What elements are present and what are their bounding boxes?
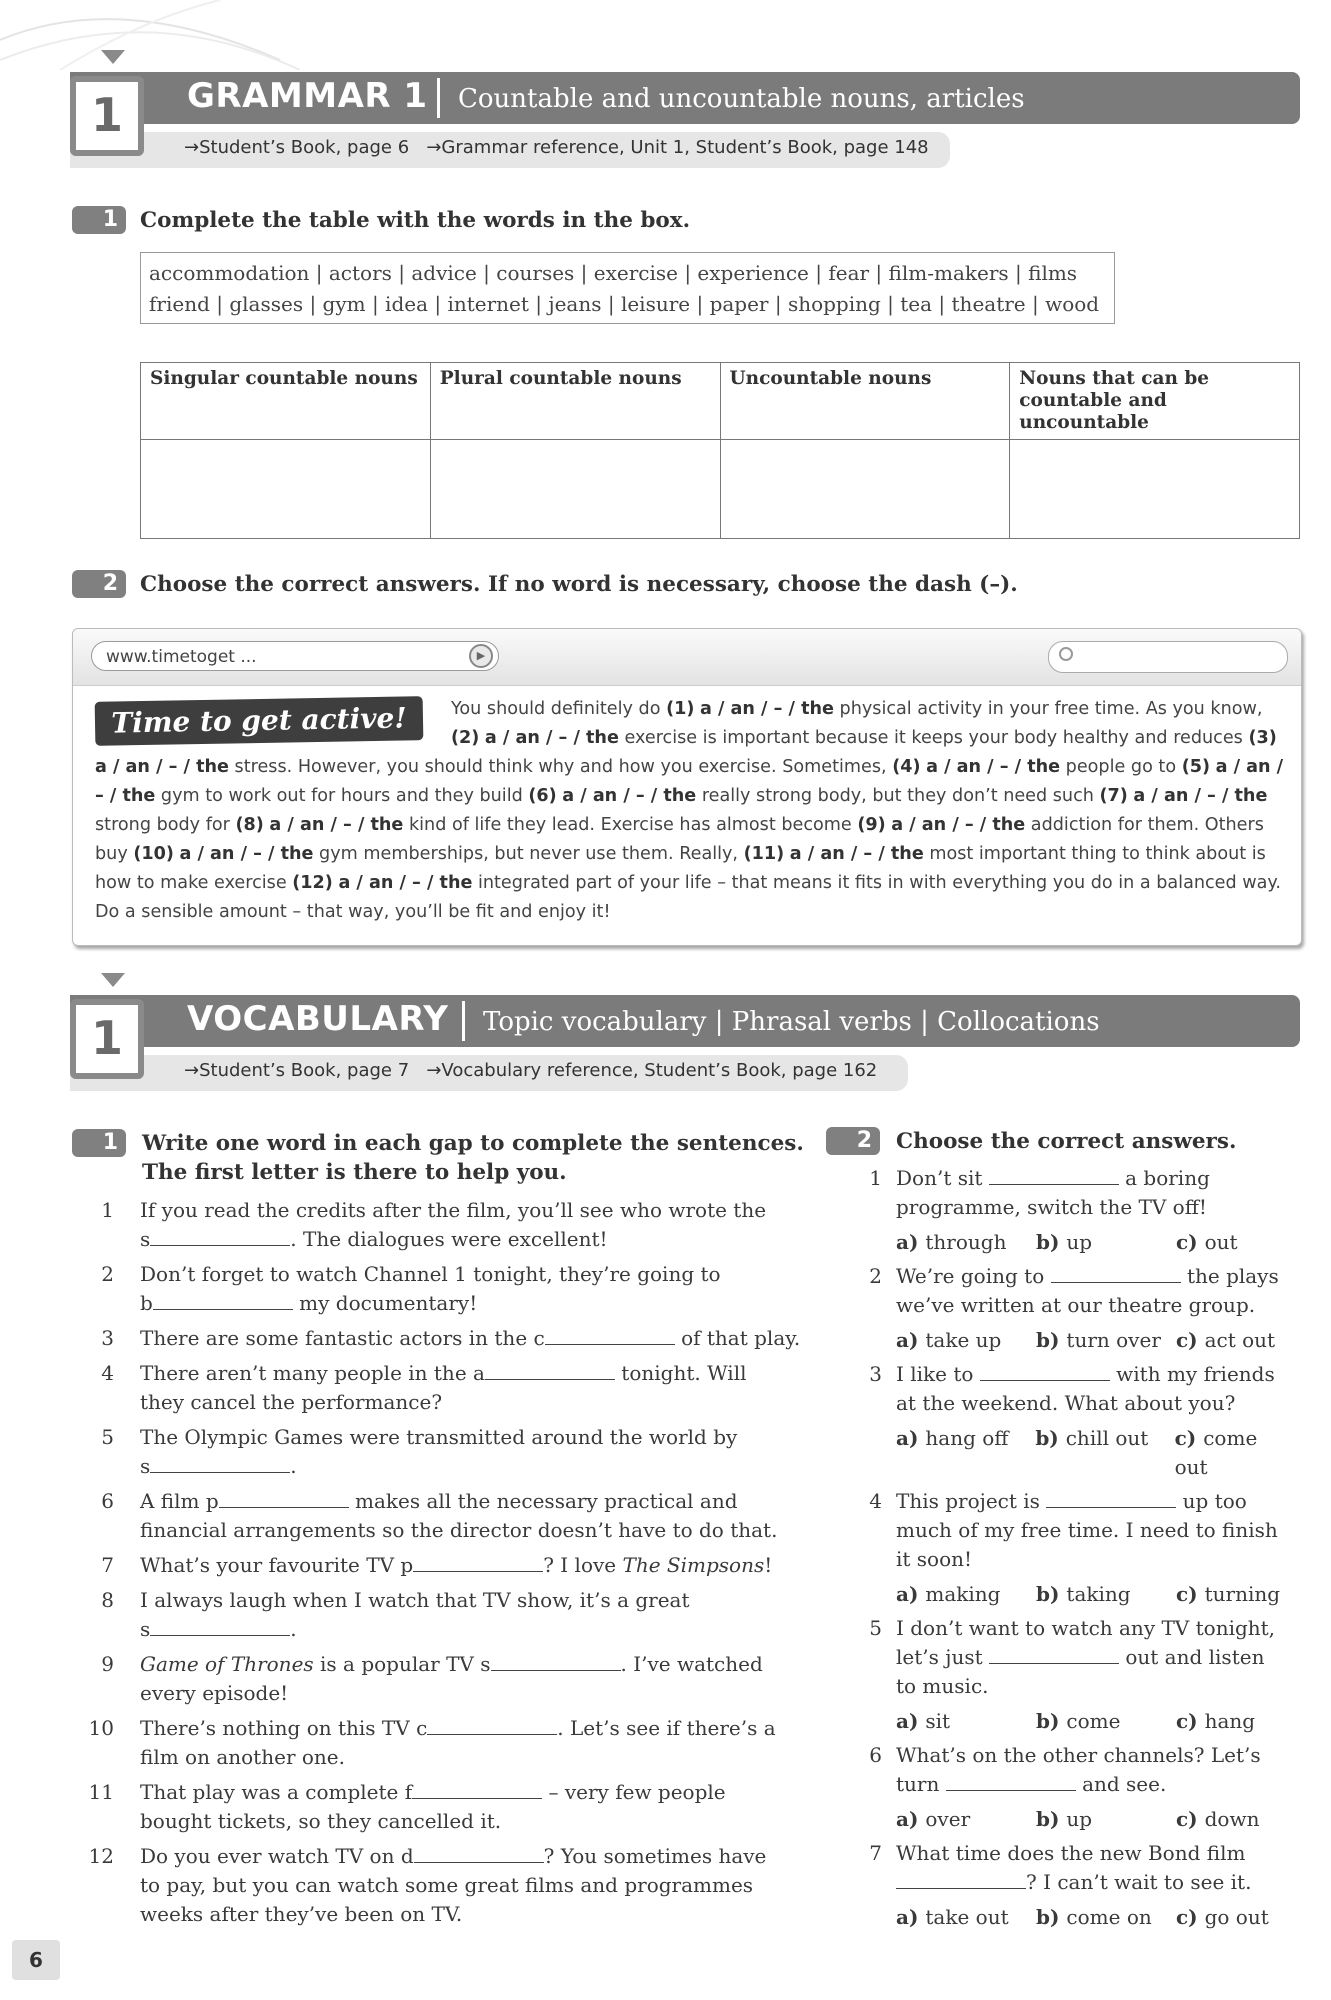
sentence-text: There’s nothing on this TV c xyxy=(140,1716,428,1740)
option-text: take up xyxy=(925,1328,1002,1352)
article-text-run: kind of life they lead. Exercise has almost become xyxy=(403,815,858,835)
option-text: over xyxy=(925,1807,971,1831)
option-text: up xyxy=(1066,1807,1093,1831)
answer-options xyxy=(896,1424,1296,1482)
option-letter: c) xyxy=(1176,1230,1205,1254)
list-item xyxy=(856,1164,1296,1257)
answer-option[interactable] xyxy=(1176,1228,1238,1257)
gap-number: (8) xyxy=(235,815,264,835)
sentence-text: a boring xyxy=(1118,1166,1210,1190)
item-number: 10 xyxy=(88,1716,114,1740)
answer-option[interactable] xyxy=(1176,1326,1275,1355)
answer-gap[interactable] xyxy=(412,1778,542,1799)
article-text-run: people go to xyxy=(1060,757,1182,777)
sentence-text: s xyxy=(140,1617,151,1641)
instruction-line: Write one word in each gap to complete the sentences. xyxy=(142,1131,804,1156)
vocabulary-unit-number: 1 xyxy=(70,999,144,1079)
answer-option[interactable] xyxy=(1036,1707,1176,1736)
item-number: 7 xyxy=(869,1841,882,1865)
sentence-text: with my friends xyxy=(1109,1362,1275,1386)
sentence-text: out and listen xyxy=(1119,1645,1265,1669)
exercise-number-badge: 1 xyxy=(72,206,126,234)
answer-choice[interactable]: a / an / – / the xyxy=(338,873,473,893)
answer-option[interactable] xyxy=(1035,1424,1174,1482)
option-text: come on xyxy=(1066,1905,1152,1929)
list-item xyxy=(856,1614,1296,1736)
exercise-number-badge: 1 xyxy=(72,1129,126,1157)
answer-choice[interactable]: a / an / – / the xyxy=(95,757,229,777)
answer-gap[interactable] xyxy=(491,1650,621,1671)
arrow-right-icon: → xyxy=(184,137,200,158)
sentence-text: ? I love xyxy=(543,1553,623,1577)
list-item xyxy=(90,1359,830,1417)
item-number: 8 xyxy=(101,1588,114,1612)
item-number: 6 xyxy=(101,1489,114,1513)
answer-gap[interactable] xyxy=(427,1714,557,1735)
exercise-instruction: Choose the correct answers. xyxy=(896,1129,1237,1154)
noun-table xyxy=(140,362,1300,539)
answer-gap[interactable] xyxy=(989,1164,1119,1185)
option-letter: c) xyxy=(1176,1709,1205,1733)
italic-title: Game of Thrones xyxy=(140,1652,314,1676)
sentence-text: of that play. xyxy=(674,1326,801,1350)
answer-option[interactable] xyxy=(896,1805,1036,1834)
grammar-ref-students-book[interactable]: Student’s Book, page 6 xyxy=(199,137,410,158)
answer-option[interactable] xyxy=(1036,1805,1176,1834)
sentence-text: and see. xyxy=(1075,1772,1167,1796)
option-letter: a) xyxy=(896,1328,926,1352)
noun-table-header xyxy=(141,363,1300,440)
item-number: 11 xyxy=(88,1780,114,1804)
answer-option[interactable] xyxy=(1036,1228,1176,1257)
banner-divider xyxy=(462,1001,465,1041)
answer-gap[interactable] xyxy=(150,1225,290,1246)
answer-options xyxy=(896,1228,1296,1257)
answer-gap[interactable] xyxy=(150,1615,290,1636)
section-marker-triangle xyxy=(101,973,125,987)
option-text: act out xyxy=(1204,1328,1276,1352)
gap-number: (1) xyxy=(666,699,695,719)
item-number: 5 xyxy=(101,1425,114,1449)
sentence-text: If you read the credits after the film, you’ll see who wrote the xyxy=(140,1198,767,1222)
sentence-text: . I’ve watched xyxy=(620,1652,763,1676)
answer-options xyxy=(896,1326,1296,1355)
option-text: turning xyxy=(1204,1582,1281,1606)
list-item xyxy=(856,1360,1296,1482)
sentence-text: I like to xyxy=(896,1362,980,1386)
option-letter: c) xyxy=(1176,1807,1205,1831)
sentence-text: s xyxy=(140,1227,151,1251)
table-header: Uncountable nouns xyxy=(720,363,1010,440)
answer-choice[interactable]: a / an / – / the xyxy=(699,699,834,719)
answer-choice[interactable]: a / an / – / the xyxy=(789,844,924,864)
noun-table-answer-row xyxy=(141,440,1300,539)
gap-number: (2) xyxy=(451,728,480,748)
table-header: Nouns that can be countable and uncountable xyxy=(1010,363,1300,440)
list-item xyxy=(856,1262,1296,1355)
sentence-text: is a popular TV s xyxy=(313,1652,491,1676)
list-item xyxy=(90,1586,830,1644)
option-letter: b) xyxy=(1035,1426,1066,1450)
sentence-text: . The dialogues were excellent! xyxy=(290,1227,608,1251)
page-number: 6 xyxy=(12,1940,60,1980)
sentence-text: . xyxy=(290,1454,297,1478)
grammar-ref-grammar-reference[interactable]: Grammar reference, Unit 1, Student’s Book, page 148 xyxy=(441,137,929,158)
answer-option[interactable] xyxy=(1176,1903,1269,1932)
sentence-text: much of my free time. I need to finish xyxy=(896,1518,1278,1542)
answer-option[interactable] xyxy=(1176,1805,1259,1834)
list-item xyxy=(90,1650,830,1708)
article-text-run: addiction for them. Others buy xyxy=(95,815,1264,864)
sentence-text: I don’t want to watch any TV tonight, xyxy=(896,1616,1276,1640)
address-bar[interactable]: www.timetoget ... xyxy=(91,641,499,671)
table-header: Singular countable nouns xyxy=(141,363,431,440)
answer-option[interactable] xyxy=(1036,1326,1176,1355)
item-number: 7 xyxy=(101,1553,114,1577)
answer-option[interactable] xyxy=(1175,1424,1296,1482)
sentence-text: What’s on the other channels? Let’s xyxy=(896,1743,1261,1767)
sentence-text: let’s just xyxy=(896,1645,989,1669)
list-item xyxy=(90,1324,830,1353)
option-text: take out xyxy=(925,1905,1009,1929)
answer-option[interactable] xyxy=(1036,1903,1176,1932)
answer-choice[interactable]: a / an / – / the xyxy=(562,786,697,806)
word-box-line: accommodation | actors | advice | courses | exercise | experience | fear | film-makers | films xyxy=(149,261,1078,285)
sentence-text: This project is xyxy=(896,1489,1047,1513)
word-box-line: friend | glasses | gym | idea | internet | jeans | leisure | paper | shopping | tea | theatre | wood xyxy=(149,292,1100,316)
sentence-text: we’ve written at our theatre group. xyxy=(896,1293,1256,1317)
vocabulary-topic: Topic vocabulary | Phrasal verbs | Collocations xyxy=(483,1007,1100,1037)
article-text-run: You should definitely do xyxy=(451,699,667,719)
answer-cell[interactable] xyxy=(1010,440,1300,539)
list-item xyxy=(90,1551,830,1580)
vocab-exercise-1-list xyxy=(90,1196,830,1935)
answer-option[interactable] xyxy=(896,1903,1036,1932)
sentence-text: What’s your favourite TV p xyxy=(140,1553,414,1577)
list-item xyxy=(90,1778,830,1836)
option-text: out xyxy=(1204,1230,1238,1254)
sentence-text: There aren’t many people in the a xyxy=(140,1361,485,1385)
article-text-run: physical activity in your free time. As you know, xyxy=(833,699,1263,719)
option-letter: b) xyxy=(1036,1709,1067,1733)
list-item xyxy=(856,1487,1296,1609)
gap-number: (7) xyxy=(1099,786,1128,806)
option-letter: b) xyxy=(1036,1230,1067,1254)
list-item xyxy=(90,1714,830,1772)
sentence-text: We’re going to xyxy=(896,1264,1051,1288)
sentence-text: the plays xyxy=(1180,1264,1279,1288)
article-text-run: strong body for xyxy=(95,815,236,835)
item-number: 2 xyxy=(869,1264,882,1288)
sentence-text: Don’t forget to watch Channel 1 tonight, they’re going to xyxy=(140,1262,721,1286)
option-text: hang xyxy=(1204,1709,1256,1733)
list-item xyxy=(90,1842,830,1929)
option-letter: b) xyxy=(1036,1905,1067,1929)
sentence-text: There are some fantastic actors in the c xyxy=(140,1326,545,1350)
item-number: 6 xyxy=(869,1743,882,1767)
exercise-number-badge: 2 xyxy=(72,570,126,598)
item-number: 5 xyxy=(869,1616,882,1640)
vocabulary-title: VOCABULARY xyxy=(187,999,449,1039)
option-text: down xyxy=(1204,1807,1260,1831)
sentence-text: film on another one. xyxy=(140,1745,345,1769)
sentence-text: up too xyxy=(1176,1489,1247,1513)
grammar-unit-number: 1 xyxy=(70,76,144,156)
sentence-text: Don’t sit xyxy=(896,1166,989,1190)
article-text-run: really strong body, but they don’t need such xyxy=(696,786,1100,806)
list-item xyxy=(90,1423,830,1481)
gap-number: (6) xyxy=(528,786,557,806)
option-text: up xyxy=(1066,1230,1093,1254)
article-text-run: most important thing to think about is how to make exercise xyxy=(95,844,1266,893)
sentence-text: What time does the new Bond film xyxy=(896,1841,1246,1865)
sentence-text: ? You sometimes have xyxy=(543,1844,767,1868)
option-text: come xyxy=(1066,1709,1121,1733)
answer-choice[interactable]: a / an / – / the xyxy=(926,757,1061,777)
answer-gap[interactable] xyxy=(896,1868,1026,1889)
banner-divider xyxy=(437,78,440,118)
option-text: taking xyxy=(1066,1582,1131,1606)
option-letter: a) xyxy=(896,1426,926,1450)
answer-option[interactable] xyxy=(896,1424,1035,1482)
sentence-text: ? I can’t wait to see it. xyxy=(1026,1870,1252,1894)
sentence-text: bought tickets, so they cancelled it. xyxy=(140,1809,502,1833)
answer-options xyxy=(896,1903,1296,1932)
sentence-text: financial arrangements so the director doesn’t have to do that. xyxy=(140,1518,778,1542)
answer-choice[interactable]: a / an / – / the xyxy=(179,844,314,864)
vocab-ref-vocabulary-reference[interactable]: Vocabulary reference, Student’s Book, page 162 xyxy=(441,1060,878,1081)
grammar-references xyxy=(184,137,929,158)
answer-gap[interactable] xyxy=(219,1487,349,1508)
corner-decoration xyxy=(0,0,300,70)
sentence-text: my documentary! xyxy=(292,1291,478,1315)
sentence-text: every episode! xyxy=(140,1681,289,1705)
option-letter: c) xyxy=(1176,1582,1205,1606)
item-number: 3 xyxy=(101,1326,114,1350)
word-box xyxy=(140,252,1115,324)
item-number: 4 xyxy=(101,1361,114,1385)
article-text-run: integrated part of your life – that means it fits in with everything you do in a balanced way. Do a sensible amount – that way, you’ll be fit and enjoy it! xyxy=(95,873,1281,922)
item-number: 9 xyxy=(101,1652,114,1676)
sentence-text: The Olympic Games were transmitted around the world by xyxy=(140,1425,738,1449)
grammar-title: GRAMMAR 1 xyxy=(187,76,428,116)
option-letter: c) xyxy=(1176,1905,1205,1929)
search-icon xyxy=(1059,647,1073,661)
option-text: through xyxy=(925,1230,1007,1254)
option-text: sit xyxy=(925,1709,951,1733)
sentence-text: I always laugh when I watch that TV show, it’s a great xyxy=(140,1588,690,1612)
sentence-text: to music. xyxy=(896,1674,989,1698)
item-number: 4 xyxy=(869,1489,882,1513)
answer-option[interactable] xyxy=(896,1580,1036,1609)
sentence-text: Do you ever watch TV on d xyxy=(140,1844,414,1868)
list-item xyxy=(90,1260,830,1318)
sentence-text: b xyxy=(140,1291,153,1315)
option-text: turn over xyxy=(1066,1328,1161,1352)
sentence-text: . xyxy=(290,1617,297,1641)
article-text-run: exercise is important because it keeps your body healthy and reduces xyxy=(618,728,1249,748)
vocabulary-references xyxy=(184,1060,877,1081)
option-text: chill out xyxy=(1065,1426,1149,1450)
exercise-instruction xyxy=(142,1129,804,1187)
item-number: 1 xyxy=(101,1198,114,1222)
gap-number: (11) xyxy=(743,844,785,864)
sentence-text: tonight. Will xyxy=(614,1361,747,1385)
sentence-text: . Let’s see if there’s a xyxy=(557,1716,776,1740)
answer-gap[interactable] xyxy=(946,1770,1076,1791)
answer-gap[interactable] xyxy=(1046,1487,1176,1508)
answer-choice[interactable]: a / an / – / the xyxy=(484,728,619,748)
sentence-text: – very few people xyxy=(542,1780,726,1804)
answer-gap[interactable] xyxy=(980,1360,1110,1381)
option-letter: c) xyxy=(1174,1426,1204,1450)
option-letter: a) xyxy=(896,1709,926,1733)
arrow-right-icon: → xyxy=(184,1060,200,1081)
option-letter: a) xyxy=(896,1905,926,1929)
item-number: 3 xyxy=(869,1362,882,1386)
exercise-number-badge: 2 xyxy=(826,1127,880,1155)
sentence-text: weeks after they’ve been on TV. xyxy=(140,1902,463,1926)
answer-gap[interactable] xyxy=(150,1452,290,1473)
article-text-run: gym memberships, but never use them. Really, xyxy=(313,844,744,864)
time-to-get-active-badge: Time to get active! xyxy=(95,696,424,746)
sentence-text: they cancel the performance? xyxy=(140,1390,443,1414)
sentence-text: makes all the necessary practical and xyxy=(348,1489,738,1513)
answer-cell[interactable] xyxy=(141,440,431,539)
option-text: making xyxy=(925,1582,1001,1606)
option-letter: a) xyxy=(896,1582,926,1606)
answer-option[interactable] xyxy=(896,1228,1036,1257)
answer-gap[interactable] xyxy=(414,1842,544,1863)
option-text: hang off xyxy=(925,1426,1009,1450)
answer-gap[interactable] xyxy=(545,1324,675,1345)
option-letter: b) xyxy=(1036,1582,1067,1606)
sentence-text: ! xyxy=(764,1553,773,1577)
answer-options xyxy=(896,1580,1296,1609)
gap-number: (4) xyxy=(892,757,921,777)
answer-choice[interactable]: a / an / – / the xyxy=(269,815,404,835)
answer-gap[interactable] xyxy=(989,1643,1119,1664)
vocab-ref-students-book[interactable]: Student’s Book, page 7 xyxy=(199,1060,410,1081)
go-button-icon[interactable]: ▶ xyxy=(469,644,493,668)
option-letter: a) xyxy=(896,1807,926,1831)
option-letter: a) xyxy=(896,1230,926,1254)
option-text: come out xyxy=(1174,1426,1258,1479)
browser-panel xyxy=(72,628,1302,946)
sentence-text: at the weekend. What about you? xyxy=(896,1391,1236,1415)
answer-option[interactable] xyxy=(896,1707,1036,1736)
answer-cell[interactable] xyxy=(720,440,1010,539)
answer-choice[interactable]: a / an / – / the xyxy=(1133,786,1268,806)
sentence-text: s xyxy=(140,1454,151,1478)
instruction-line: The first letter is there to help you. xyxy=(142,1160,567,1185)
article-text-run: gym to work out for hours and they build xyxy=(155,786,529,806)
answer-gap[interactable] xyxy=(1051,1262,1181,1283)
answer-option[interactable] xyxy=(1176,1580,1280,1609)
answer-choice[interactable]: a / an / – / the xyxy=(891,815,1026,835)
answer-options xyxy=(896,1805,1296,1834)
italic-title: The Simpsons xyxy=(622,1553,765,1577)
sentence-text: to pay, but you can watch some great films and programmes xyxy=(140,1873,754,1897)
item-number: 1 xyxy=(869,1166,882,1190)
list-item xyxy=(90,1196,830,1254)
answer-gap[interactable] xyxy=(485,1359,615,1380)
answer-cell[interactable] xyxy=(430,440,720,539)
section-marker-triangle xyxy=(101,50,125,64)
answer-gap[interactable] xyxy=(153,1289,293,1310)
item-number: 12 xyxy=(88,1844,114,1868)
gap-number: (12) xyxy=(292,873,333,893)
list-item xyxy=(856,1839,1296,1932)
vocab-exercise-2-list xyxy=(856,1164,1296,1937)
exercise-instruction: Choose the correct answers. If no word is necessary, choose the dash (–). xyxy=(140,572,1018,597)
option-letter: b) xyxy=(1036,1328,1067,1352)
grammar-topic: Countable and uncountable nouns, articles xyxy=(458,84,1025,114)
exercise-instruction: Complete the table with the words in the box. xyxy=(140,208,691,233)
answer-options xyxy=(896,1707,1296,1736)
search-input[interactable] xyxy=(1048,641,1288,673)
answer-choice[interactable]: a / an / – / the xyxy=(95,757,1284,806)
sentence-text: turn xyxy=(896,1772,946,1796)
option-letter: c) xyxy=(1176,1328,1205,1352)
arrow-right-icon: → xyxy=(426,1060,442,1081)
option-text: go out xyxy=(1204,1905,1269,1929)
sentence-text: That play was a complete f xyxy=(140,1780,413,1804)
gap-number: (10) xyxy=(133,844,174,864)
list-item xyxy=(90,1487,830,1545)
arrow-right-icon: → xyxy=(426,137,442,158)
item-number: 2 xyxy=(101,1262,114,1286)
gap-number: (5) xyxy=(1181,757,1211,777)
sentence-text: it soon! xyxy=(896,1547,973,1571)
gap-number: (9) xyxy=(857,815,886,835)
sentence-text: programme, switch the TV off! xyxy=(896,1195,1207,1219)
gap-number: (3) xyxy=(1248,728,1277,748)
list-item xyxy=(856,1741,1296,1834)
table-header: Plural countable nouns xyxy=(430,363,720,440)
sentence-text: A film p xyxy=(140,1489,219,1513)
option-letter: b) xyxy=(1036,1807,1067,1831)
answer-option[interactable] xyxy=(1176,1707,1255,1736)
answer-option[interactable] xyxy=(1036,1580,1176,1609)
answer-gap[interactable] xyxy=(413,1551,543,1572)
answer-option[interactable] xyxy=(896,1326,1036,1355)
article-text-run: stress. However, you should think why and how you exercise. Sometimes, xyxy=(228,757,893,777)
